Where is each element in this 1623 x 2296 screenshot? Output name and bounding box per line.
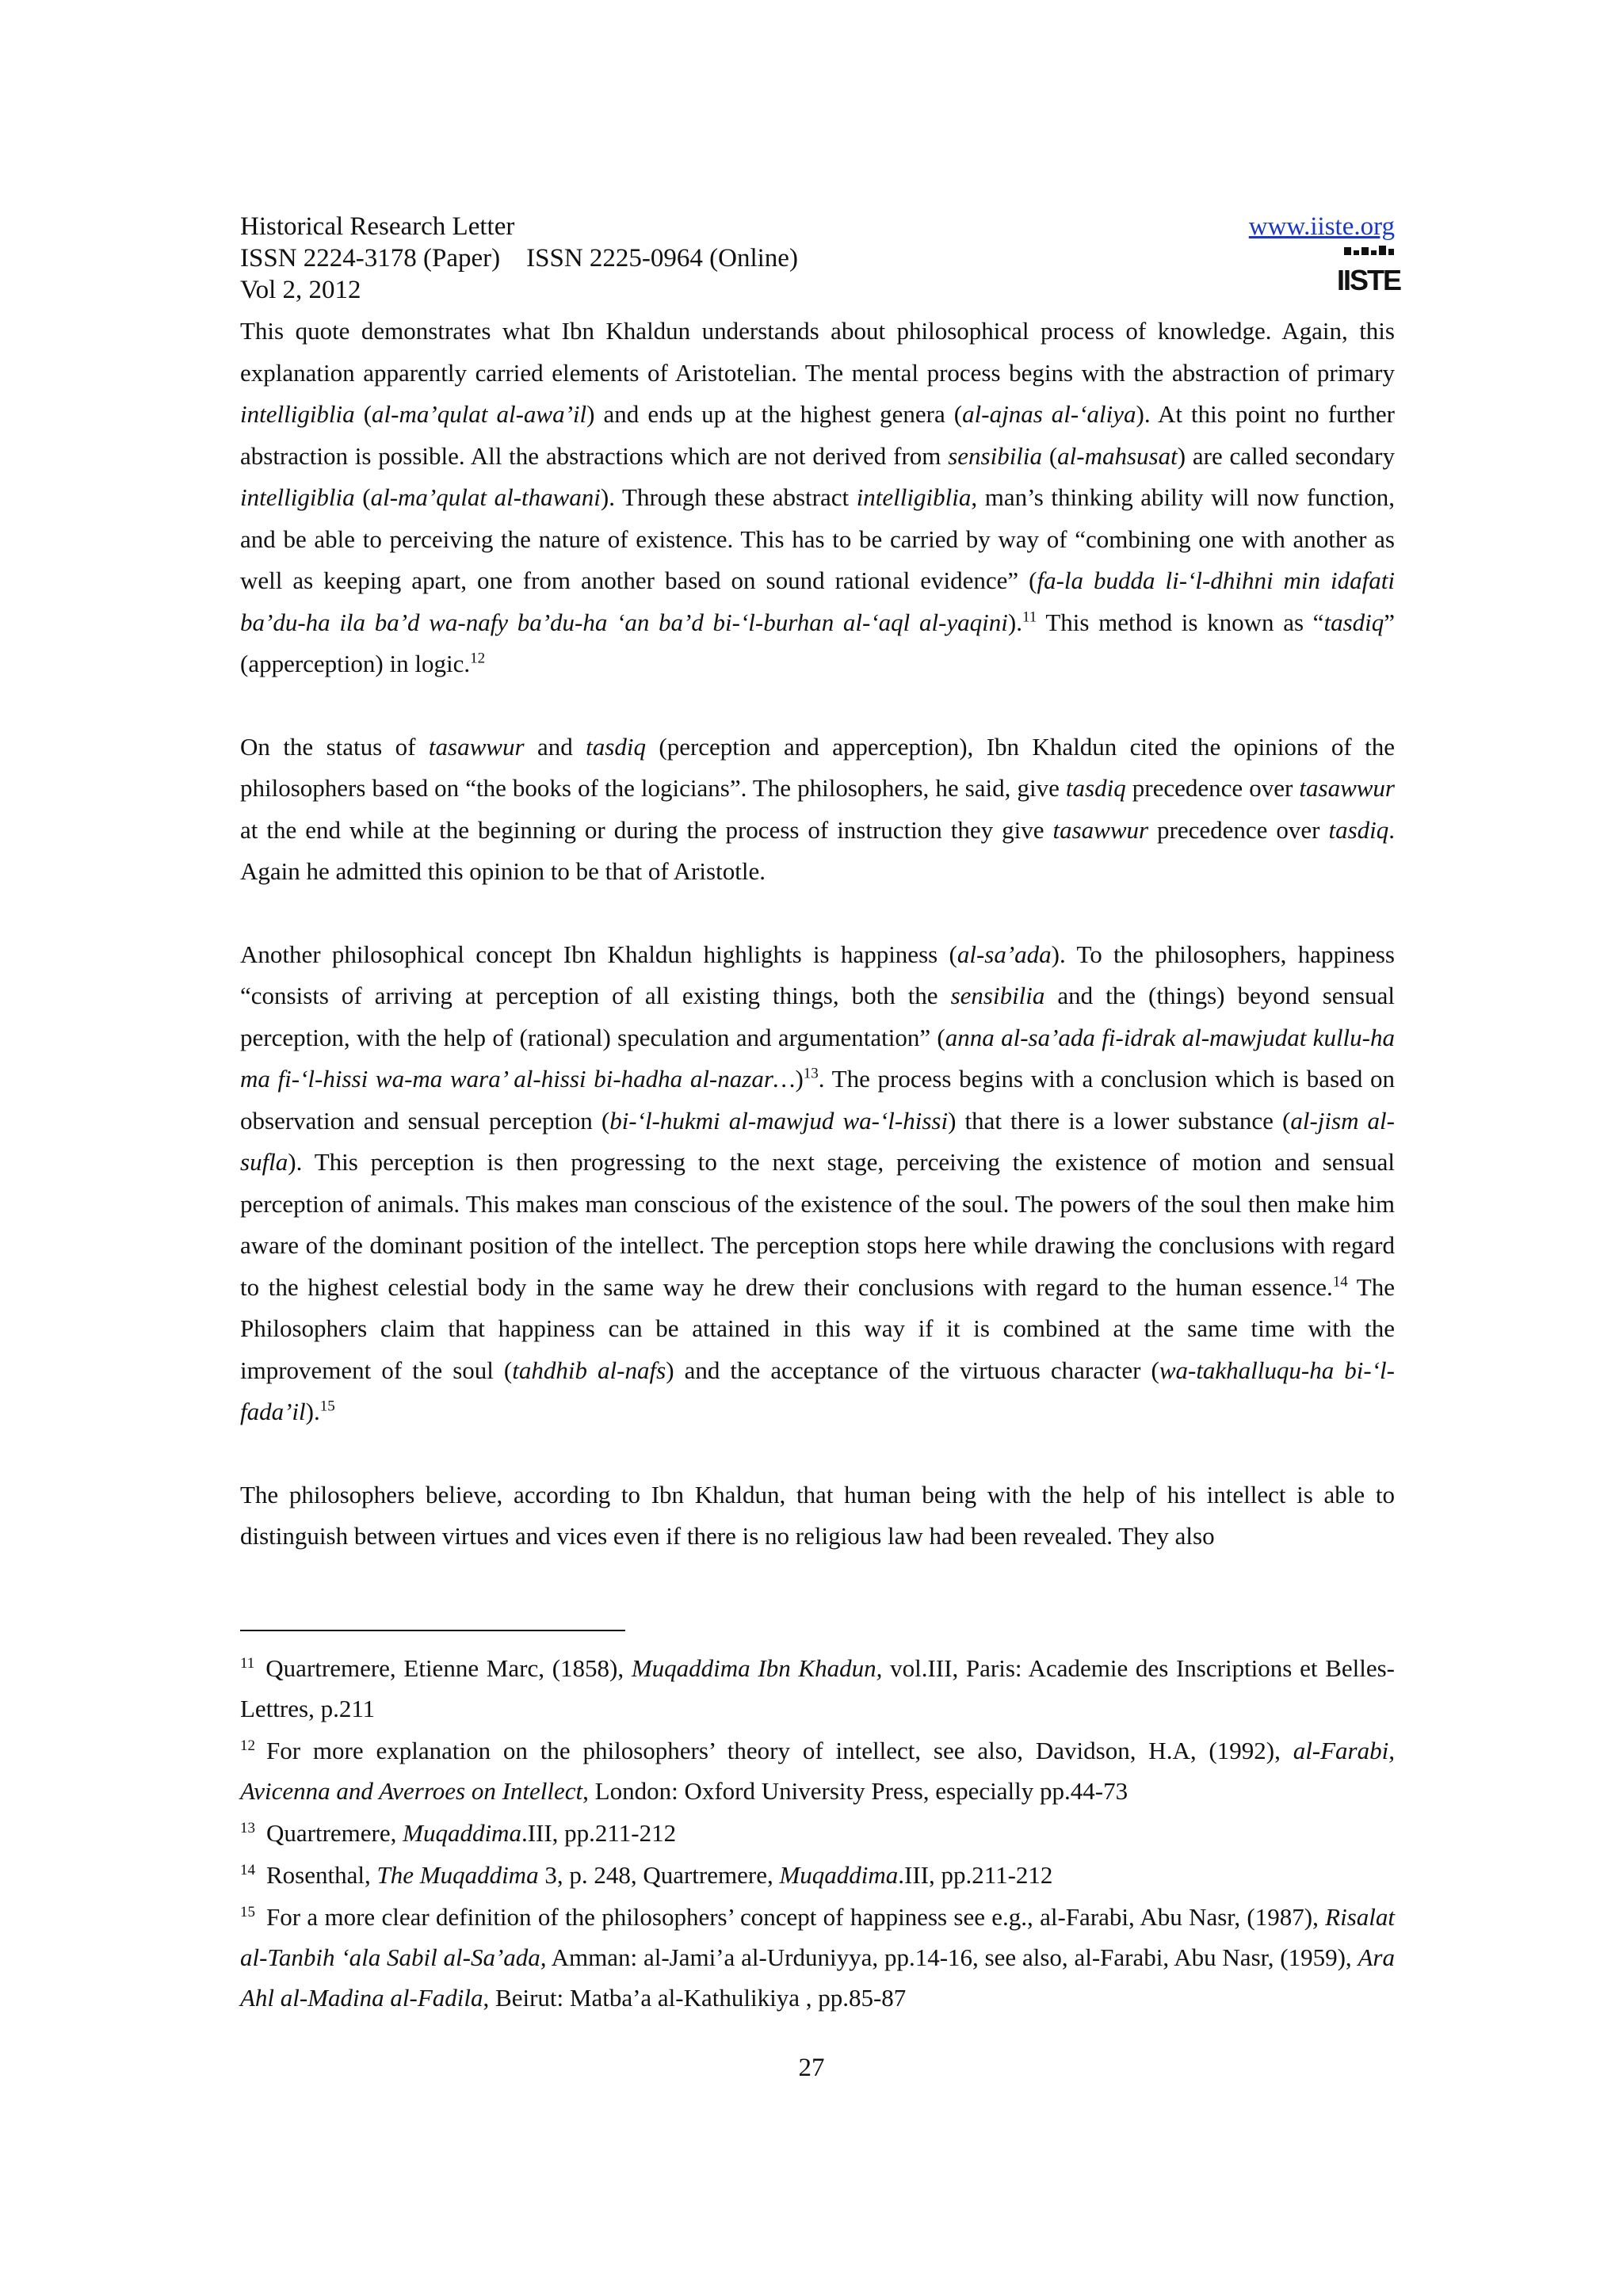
text-run: , Beirut: Matba’a al-Kathulikiya , pp.85-87 — [483, 1984, 907, 2012]
italic-term: al-Farabi, Avicenna and Averroes on Intellect — [240, 1737, 1395, 1805]
italic-term: The Muqaddima — [376, 1861, 539, 1889]
text-run: Rosenthal, — [266, 1861, 377, 1889]
italic-term: tasawwur — [428, 732, 525, 761]
text-run: precedence over — [1148, 815, 1329, 844]
text-run: .III, pp.211-212 — [521, 1819, 677, 1847]
text-run: ) and the acceptance of the virtuous character ( — [666, 1356, 1159, 1384]
footnotes — [240, 1648, 1395, 2019]
footnote — [240, 1813, 1395, 1853]
text-run: On the status of — [240, 732, 429, 761]
text-run: Amman: al-Jami’a al-Urduniyya, pp.14-16, see also, al-Farabi, Abu Nasr, (1959), — [546, 1943, 1358, 1971]
text-run: Quartremere, — [266, 1819, 403, 1847]
text-run: and — [524, 732, 586, 761]
svg-text:IISTE: IISTE — [1336, 264, 1401, 296]
footnote-number: 11 — [240, 1654, 255, 1672]
text-run: vol.III, Paris: Academie des Inscriptions et Belles-Lettres, p.211 — [240, 1654, 1396, 1722]
footnote-separator — [240, 1630, 625, 1631]
italic-term: tahdhib al-nafs — [512, 1356, 666, 1384]
italic-term: tasdiq — [1065, 774, 1126, 802]
text-run: ) — [795, 1065, 804, 1093]
page-number: 27 — [798, 2054, 825, 2082]
italic-term: Risalat al-Tanbih ‘ala Sabil al-Sa’ada, — [240, 1903, 1395, 1971]
italic-term: wa-takhalluqu-ha bi-‘l-fada’il — [240, 1356, 1395, 1425]
text-run: ( — [354, 483, 371, 511]
text-run: ). — [305, 1398, 320, 1425]
footnote-number: 14 — [240, 1861, 255, 1878]
text-run: , man’s thinking ability will now function, and be able to perceiving the nature of existence. This has to be carried by way of “combining one with another as well as keeping apart, one from another based on sound rational evidence” ( — [240, 483, 1395, 594]
footnote-number: 15 — [240, 1903, 255, 1920]
text-run: The Philosophers claim that happiness can be attained in this way if it is combined at the same time with the improvement of the soul ( — [240, 1272, 1396, 1384]
journal-title: Historical Research Letter — [240, 212, 515, 241]
italic-term: al-jism al-sufla — [240, 1106, 1395, 1176]
italic-term: al-ma’qulat al-awa’il — [372, 400, 587, 428]
italic-term: Muqaddima — [779, 1861, 899, 1889]
footnote — [240, 1730, 1395, 1811]
italic-term: Ara Ahl al-Madina al-Fadila — [240, 1943, 1395, 2012]
text-run: ). At this point no further abstraction is possible. All the abstractions which are not derived from — [240, 400, 1395, 470]
italic-term: intelligiblia — [856, 483, 972, 511]
italic-term: tasawwur — [1299, 774, 1395, 802]
text-run: The philosophers believe, according to Ibn Khaldun, that human being with the help of his intellect is able to distinguish between virtues and vices even if there is no religious law had been revealed. They also — [240, 1480, 1395, 1550]
text-run: ( — [354, 400, 372, 428]
text-run: For a more clear definition of the philosophers’ concept of happiness see e.g., al-Farabi, Abu Nasr, (1987), — [266, 1903, 1326, 1931]
italic-term: anna al-sa’ada fi-idrak al-mawjudat kullu-ha ma fi-‘l-hissi wa-ma wara’ al-hissi bi-hadha al-nazar… — [240, 1023, 1395, 1093]
italic-term: sensibilia — [948, 441, 1043, 470]
text-run: , London: Oxford University Press, especially pp.44-73 — [582, 1777, 1128, 1805]
text-run: This quote demonstrates what Ibn Khaldun understands about philosophical process of knowledge. Again, this explanation apparently carried elements of Aristotelian. The mental process begins with the abstraction of primary — [240, 317, 1395, 387]
text-run: 3, p. 248, Quartremere, — [538, 1861, 780, 1889]
text-run: ). — [1007, 608, 1022, 636]
text-run: Another philosophical concept Ibn Khaldun highlights is happiness ( — [240, 940, 957, 968]
footnote-ref: 13 — [803, 1065, 819, 1082]
volume-line: Vol 2, 2012 — [240, 276, 361, 304]
text-run: precedence over — [1125, 774, 1300, 802]
italic-term: Muqaddima Ibn Khadun, — [631, 1654, 883, 1682]
text-run: ). Through these abstract — [600, 483, 857, 511]
footnote — [240, 1897, 1395, 2018]
italic-term: al-sa’ada — [957, 940, 1052, 968]
italic-term: al-ajnas al-‘aliya — [962, 400, 1136, 428]
italic-term: al-ma’qulat al-thawani — [370, 483, 601, 511]
text-run: ). This perception is then progressing to the next stage, perceiving the existence of motion and sensual perception of animals. This makes man conscious of the existence of the soul. The powers of the soul then make him aware of the dominant position of the intellect. The perception stops here while drawing the conclusions with regard to the highest celestial body in the same way he drew their conclusions with regard to the human essence. — [240, 1148, 1395, 1301]
text-run: For more explanation on the philosophers’ theory of intellect, see also, Davidson, H.A, (1992), — [266, 1737, 1293, 1764]
footnote-ref: 12 — [470, 650, 486, 667]
paragraph — [240, 1474, 1395, 1558]
text-run: . Again he admitted this opinion to be that of Aristotle. — [240, 815, 1396, 885]
footnote-ref: 14 — [1332, 1273, 1348, 1291]
text-run: ) and ends up at the highest genera ( — [586, 400, 963, 428]
text-run: ). To the philosophers, happiness “consists of arriving at perception of all existing things, both the — [240, 940, 1395, 1009]
footnote — [240, 1648, 1395, 1729]
italic-term: intelligiblia — [240, 400, 355, 428]
iiste-logo-icon — [1336, 246, 1401, 296]
footnote-number: 13 — [240, 1819, 255, 1836]
italic-term: bi-‘l-hukmi al-mawjud wa-‘l-hissi — [609, 1106, 949, 1135]
italic-term: tasawwur — [1052, 815, 1149, 844]
issn-line: ISSN 2224-3178 (Paper) ISSN 2225-0964 (Online) — [240, 244, 798, 273]
text-run: (perception and apperception), Ibn Khaldun cited the opinions of the philosophers based on “the books of the logicians”. The philosophers, he said, give — [240, 732, 1395, 802]
website-link[interactable]: www.iiste.org — [1248, 212, 1395, 241]
text-run: ( — [1042, 441, 1058, 470]
footnote — [240, 1855, 1395, 1895]
page-header — [240, 211, 1401, 306]
footnote-ref: 11 — [1022, 608, 1037, 626]
text-run: Quartremere, Etienne Marc, (1858), — [265, 1654, 632, 1682]
italic-term: intelligiblia — [240, 483, 355, 511]
italic-term: fa-la budda li-‘l-dhihni min idafati ba’du-ha ila ba’d wa-nafy ba’du-ha ‘an ba’d bi-‘l-burhan al-‘aql al-yaqini — [240, 566, 1395, 636]
italic-term: Muqaddima — [403, 1819, 521, 1847]
italic-term: sensibilia — [950, 982, 1045, 1009]
text-run: at the end while at the beginning or during the process of instruction they give — [240, 815, 1053, 844]
footnote-ref: 15 — [319, 1398, 335, 1415]
text-run: .III, pp.211-212 — [898, 1861, 1053, 1889]
italic-term: tasdiq — [1323, 608, 1384, 636]
footnote-number: 12 — [240, 1737, 255, 1754]
paragraph — [240, 727, 1395, 893]
body-text — [240, 311, 1395, 1558]
paragraph — [240, 934, 1395, 1433]
text-run: ) that there is a lower substance ( — [948, 1106, 1291, 1135]
italic-term: al-mahsusat — [1057, 441, 1178, 470]
italic-term: tasdiq — [586, 732, 646, 761]
text-run: This method is known as “ — [1037, 608, 1324, 636]
text-run: . The process begins with a conclusion which is based on observation and sensual perception ( — [240, 1065, 1395, 1135]
text-run: and the (things) beyond sensual perception, with the help of (rational) speculation and argumentation” ( — [240, 982, 1395, 1051]
paragraph — [240, 311, 1395, 685]
italic-term: tasdiq — [1328, 815, 1389, 844]
text-run: ) are called secondary — [1177, 441, 1396, 470]
text-run: ” (apperception) in logic. — [240, 608, 1396, 677]
